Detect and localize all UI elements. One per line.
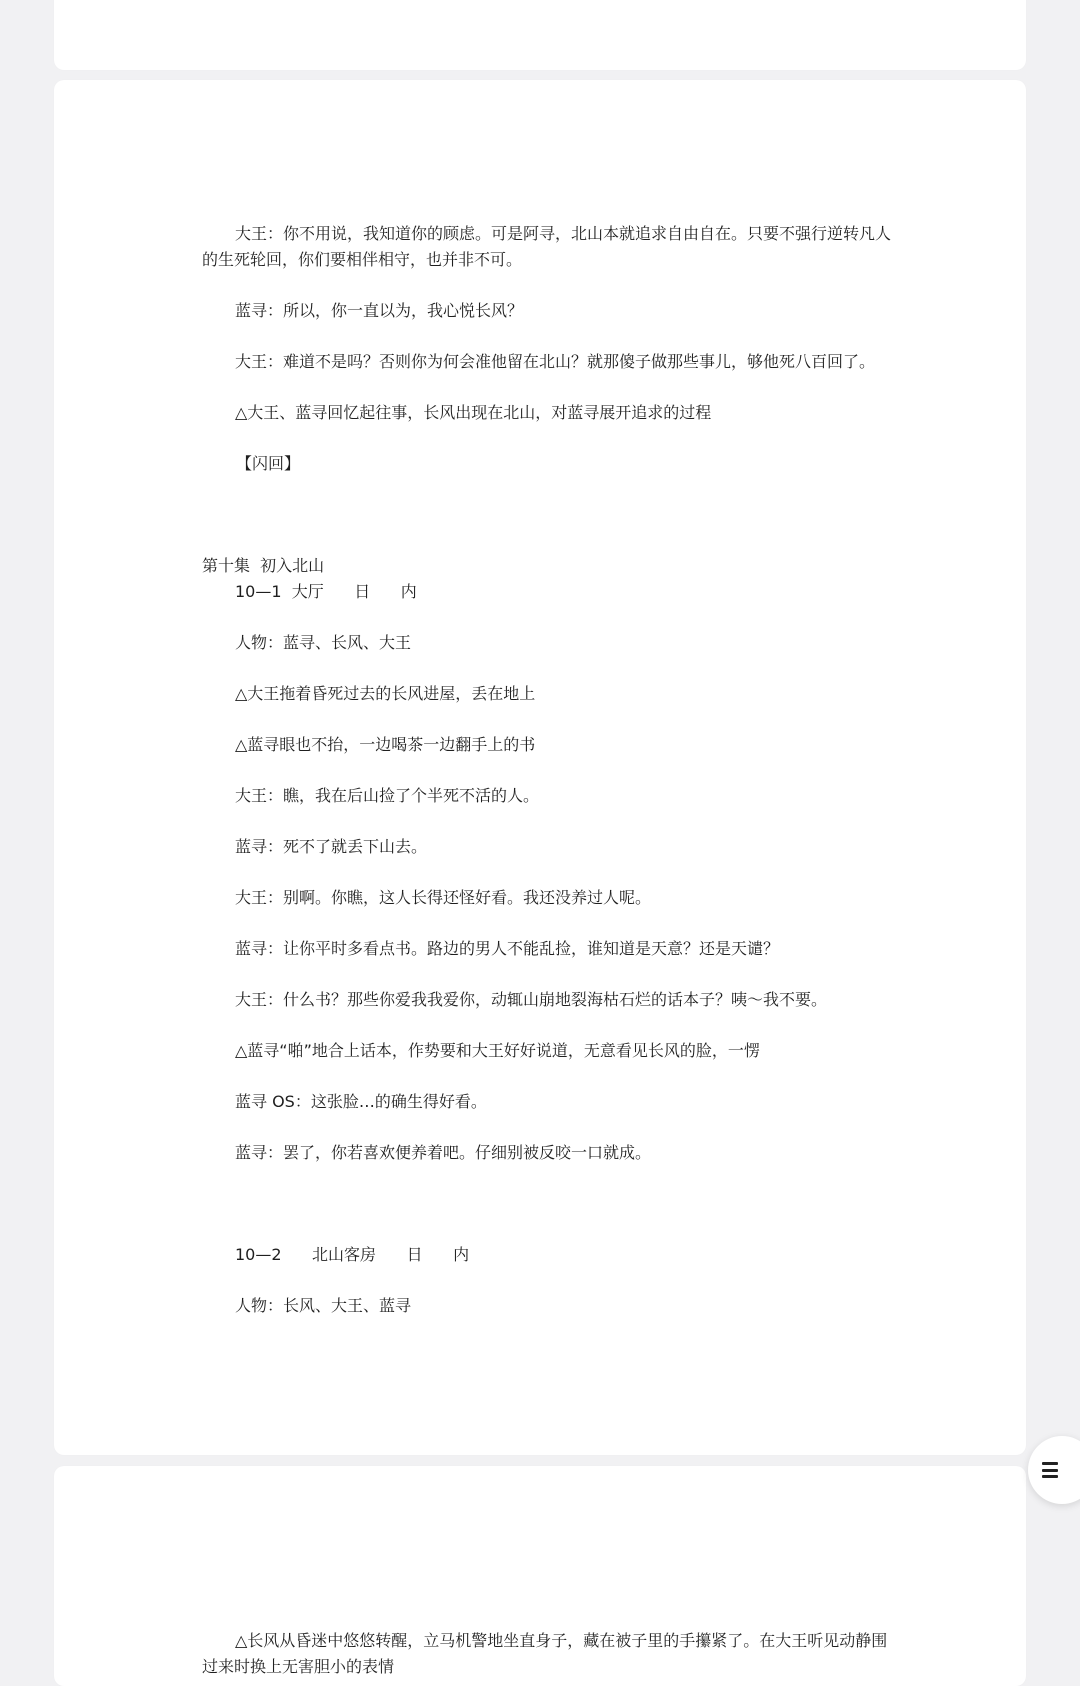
dialogue-line: 大王：别啊。你瞧，这人长得还怪好看。我还没养过人呢。 <box>235 888 652 907</box>
document-page-top <box>54 0 1026 70</box>
stage-direction: △蓝寻“啪”地合上话本，作势要和大王好好说道，无意看见长风的脸，一愣 <box>235 1041 760 1060</box>
hamburger-menu-icon <box>1042 1462 1058 1478</box>
dialogue-line: 蓝寻：罢了，你若喜欢便养着吧。仔细别被反咬一口就成。 <box>235 1143 652 1162</box>
menu-button[interactable] <box>1028 1436 1080 1504</box>
flashback-marker: 【闪回】 <box>236 454 301 473</box>
characters-line: 人物：蓝寻、长风、大王 <box>235 633 412 652</box>
dialogue-line: 大王：瞧，我在后山捡了个半死不活的人。 <box>235 786 540 805</box>
stage-direction: △蓝寻眼也不抬，一边喝茶一边翻手上的书 <box>235 735 536 754</box>
scene-heading: 10—2 北山客房 日 内 <box>235 1245 470 1264</box>
dialogue-line: 大王：你不用说，我知道你的顾虑。可是阿寻，北山本就追求自由自在。只要不强行逆转凡人的生死轮回，你们要相伴相守，也并非不可。 <box>202 224 892 269</box>
characters-line: 人物：长风、大王、蓝寻 <box>235 1296 412 1315</box>
stage-direction: △长风从昏迷中悠悠转醒，立马机警地坐直身子，藏在被子里的手攥紧了。在大王听见动静围过来时换上无害胆小的表情 <box>202 1631 888 1676</box>
stage-direction: △大王拖着昏死过去的长风进屋，丢在地上 <box>235 684 536 703</box>
episode-title: 第十集 初入北山 <box>202 556 325 575</box>
dialogue-line: 蓝寻：让你平时多看点书。路边的男人不能乱捡，谁知道是天意？还是天谴？ <box>235 939 780 958</box>
dialogue-line: 蓝寻 OS：这张脸…的确生得好看。 <box>235 1092 487 1111</box>
scene-heading: 10—1 大厅 日 内 <box>235 582 417 601</box>
stage-direction: △大王、蓝寻回忆起往事，长风出现在北山，对蓝寻展开追求的过程 <box>235 403 712 422</box>
dialogue-line: 大王：什么书？那些你爱我我爱你，动辄山崩地裂海枯石烂的话本子？咦～我不要。 <box>235 990 828 1009</box>
dialogue-line: 蓝寻：死不了就丢下山去。 <box>235 837 428 856</box>
dialogue-line: 大王：难道不是吗？否则你为何会准他留在北山？就那傻子做那些事儿，够他死八百回了。 <box>235 352 876 371</box>
dialogue-line: 蓝寻：所以，你一直以为，我心悦长风？ <box>235 301 524 320</box>
